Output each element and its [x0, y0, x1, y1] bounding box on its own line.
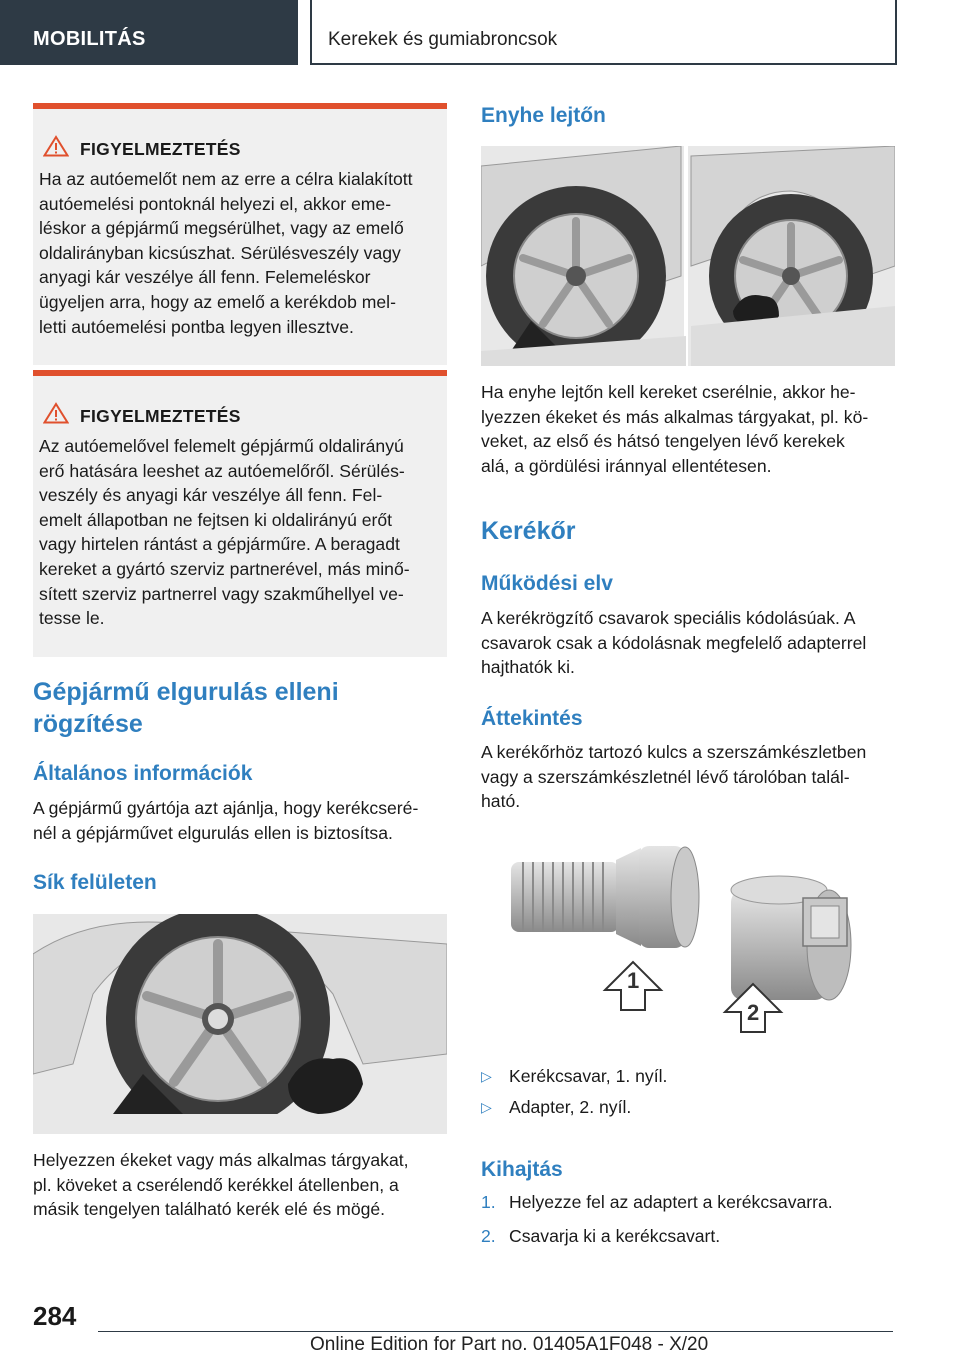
section-title: MOBILITÁS	[33, 28, 146, 50]
warning-text: Az autóemelővel felemelt gépjármű oldalirányú erő hatására leeshet az autóemelőről. Sérülés- veszély és anyagi kár veszélye áll fenn. Fel- emelt állapotban ne fejtsen ki oldalirányú erőt vagy hirtelen rántást a gépjárműre. A beragadt kereket a gyártó szerviz partnerével, más minő- sített szerviz partnerrel vagy szakműhellyel ve- tesse le.	[39, 436, 410, 629]
flat-surface-heading: Sík felületen	[33, 871, 157, 894]
general-info-heading: Általános információk	[33, 762, 253, 785]
slope-text: Ha enyhe lejtőn kell kereket cserélnie, akkor he- lyezzen ékeket és más alkalmas tárgyakat, pl. kö- veket, az első és hátsó tengelyen lévő kerekek alá, a gördülési iránnyal ellentétesen.	[481, 382, 869, 476]
section-tab	[0, 0, 298, 65]
bullet-triangle-icon: ▷	[481, 1099, 492, 1115]
warning-box-1	[33, 103, 447, 365]
removal-heading: Kihajtás	[481, 1158, 563, 1181]
wheel-bolt	[511, 846, 699, 948]
principle-text: A kerékrögzítő csavarok speciális kódolásúak. A csavarok csak a kódolásnak megfelelő adapterrel hajthatók ki.	[481, 608, 867, 678]
chapter-tab	[310, 0, 897, 65]
step-number: 2.	[481, 1226, 496, 1246]
slope-heading: Enyhe lejtőn	[481, 104, 606, 127]
step-number: 1.	[481, 1192, 496, 1212]
principle-heading: Működési elv	[481, 572, 613, 595]
adapter	[731, 876, 851, 1000]
page-number: 284	[33, 1301, 77, 1331]
warning-title: FIGYELMEZTETÉS	[80, 139, 241, 159]
callout-number-2: 2	[747, 1000, 760, 1025]
general-info-text: A gépjármű gyártója azt ajánlja, hogy kerékcseré- nél a gépjárművet elgurulás ellen is biztosítsa.	[33, 798, 419, 843]
step-text: Csavarja ki a kerékcsavart.	[509, 1226, 721, 1246]
warning-triangle-icon	[43, 402, 69, 424]
flat-surface-illustration	[33, 914, 447, 1134]
overview-heading: Áttekintés	[481, 707, 583, 730]
bullet-triangle-icon: ▷	[481, 1068, 492, 1084]
warning-box-2	[33, 370, 447, 657]
warning-title: FIGYELMEZTETÉS	[80, 406, 241, 426]
footer-rule	[98, 1331, 893, 1332]
warning-triangle-icon	[43, 135, 69, 157]
step-text: Helyezze fel az adaptert a kerékcsavarra.	[509, 1192, 833, 1212]
warning-text: Ha az autóemelőt nem az erre a célra kialakított autóemelési pontoknál helyezi el, akkor eme- léskor a gépjármű megsérülhet, vagy az emelő oldalirányban kicsúszhat. Sérülésveszély vagy anyagi kár veszélye áll fenn. Felemeléskor ügyeljen arra, hogy az emelő a kerékdob mel- letti autóemelési pontba legyen illesztve.	[39, 169, 413, 337]
bolt-adapter-illustration	[481, 840, 895, 1050]
edition-note: Online Edition for Part no. 01405A1F048 - X/20	[310, 1334, 709, 1355]
flat-surface-text: Helyezzen ékeket vagy más alkalmas tárgyakat, pl. köveket a cserélendő kerékkel átellenben, a másik tengelyen található kerék elé és mögé.	[33, 1150, 409, 1220]
overview-text: A kerékőrhöz tartozó kulcs a szerszámkészletben vagy a szerszámkészletnél lévő tárolóban talál- ható.	[481, 742, 867, 812]
wheel-lock-heading: Kerékőr	[481, 517, 576, 545]
slope-illustration	[481, 146, 895, 366]
chapter-title: Kerekek és gumiabroncsok	[328, 29, 558, 50]
section-heading-rollaway: Gépjármű elgurulás elleni rögzítése	[33, 678, 339, 738]
callout-number-1: 1	[627, 968, 640, 993]
